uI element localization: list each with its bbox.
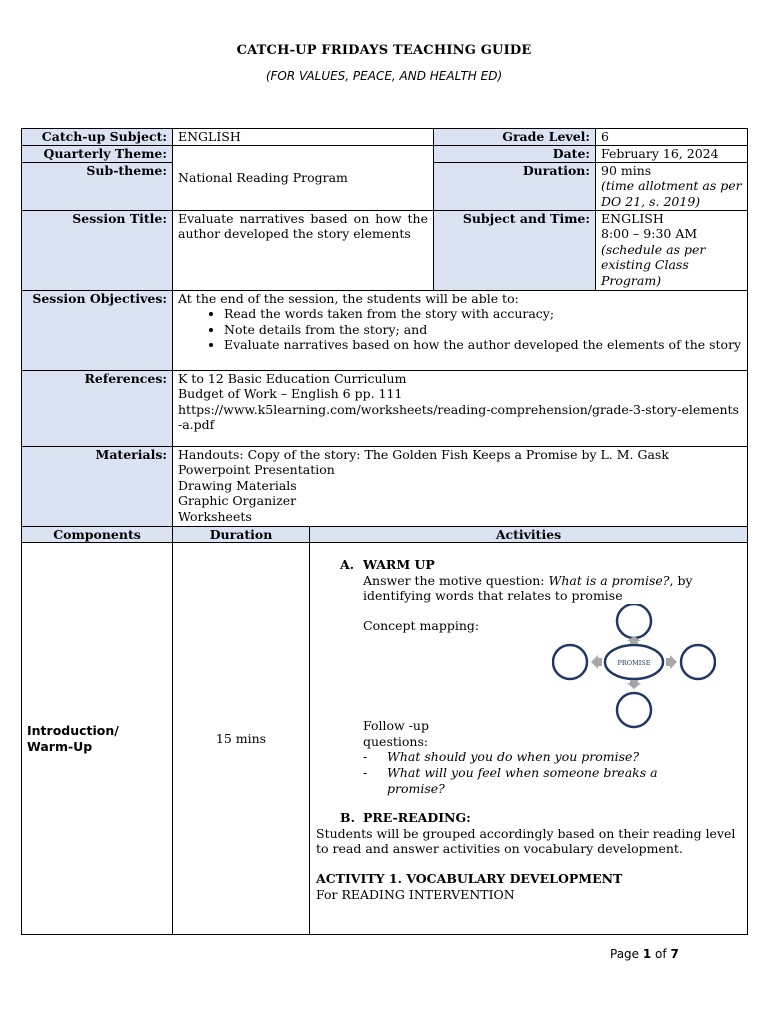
duration-header: Duration bbox=[173, 526, 310, 543]
subject-time-subject: ENGLISH bbox=[601, 210, 664, 226]
objective-item: • Read the words taken from the story with accuracy; bbox=[224, 306, 742, 322]
subject-row bbox=[22, 129, 748, 146]
objectives-intro: At the end of the session, the students will be able to: bbox=[178, 290, 519, 306]
grade-value: 6 bbox=[596, 129, 748, 146]
material-item: Worksheets bbox=[178, 509, 252, 524]
objectives-label: Session Objectives: bbox=[22, 290, 173, 370]
warmup-title: WARM UP bbox=[363, 557, 435, 573]
page-number bbox=[610, 947, 679, 961]
followup-question: - What should you do when you promise? bbox=[363, 749, 640, 765]
followup-question-text: What should you do when you promise? bbox=[387, 749, 640, 765]
subject-value: ENGLISH bbox=[173, 129, 434, 146]
page-current: 1 bbox=[642, 947, 652, 961]
references-row bbox=[22, 370, 748, 446]
objectives-cell bbox=[173, 290, 748, 370]
material-item: Drawing Materials bbox=[178, 477, 297, 493]
introduction-duration: 15 mins bbox=[173, 543, 310, 935]
subject-time-label: Subject and Time: bbox=[434, 210, 596, 290]
motive-question: What is a promise? bbox=[548, 572, 670, 588]
arrow-right-icon bbox=[666, 655, 677, 669]
prereading-heading bbox=[316, 810, 742, 826]
prereading-letter: B. bbox=[340, 810, 355, 826]
duration-value: 90 mins bbox=[601, 162, 652, 178]
motive-suffix: , by identifying words that relates to promise bbox=[363, 572, 693, 604]
subject-time-note: (schedule as per existing Class Program) bbox=[601, 241, 706, 288]
concept-circle-right bbox=[681, 645, 715, 679]
theme-row bbox=[22, 146, 748, 163]
concept-mapping-label: Concept mapping: bbox=[363, 618, 480, 633]
material-item: Graphic Organizer bbox=[178, 493, 297, 509]
subject-label: Catch-up Subject: bbox=[22, 129, 173, 146]
warmup-letter: A. bbox=[340, 557, 355, 573]
activities-cell bbox=[310, 543, 748, 935]
prereading-text: Students will be grouped accordingly based on their reading level to read and answer activities on vocabulary development. bbox=[316, 825, 736, 857]
objectives-list bbox=[178, 306, 742, 353]
prereading-title: PRE-READING: bbox=[363, 810, 471, 826]
concept-circle-bottom bbox=[617, 693, 651, 727]
document-title: CATCH-UP FRIDAYS TEACHING GUIDE bbox=[236, 43, 532, 58]
activity-subtitle: For READING INTERVENTION bbox=[316, 886, 515, 902]
duration-cell bbox=[596, 162, 748, 210]
page-of: of bbox=[651, 947, 671, 961]
reference-link[interactable]: https://www.k5learning.com/worksheets/reading-comprehension/grade-3-story-elements-a.pdf bbox=[178, 401, 739, 433]
arrow-left-icon bbox=[591, 655, 602, 669]
activity-title: ACTIVITY 1. VOCABULARY DEVELOPMENT bbox=[316, 871, 623, 886]
duration-label: Duration: bbox=[434, 162, 596, 210]
components-header: Components bbox=[22, 526, 173, 543]
references-cell bbox=[173, 370, 748, 446]
session-title-label: Session Title: bbox=[22, 210, 173, 290]
theme-label: Quarterly Theme: bbox=[22, 146, 173, 163]
motive-question-text bbox=[316, 573, 742, 604]
concept-circle-top bbox=[617, 604, 651, 638]
concept-map-diagram bbox=[552, 604, 716, 730]
objectives-row bbox=[22, 290, 748, 370]
followup-label: Follow -up questions: bbox=[363, 718, 429, 749]
material-item: Powerpoint Presentation bbox=[178, 462, 335, 478]
objective-item: • Note details from the story; and bbox=[224, 322, 742, 338]
arrow-down-icon bbox=[627, 680, 641, 689]
subject-time-cell bbox=[596, 210, 748, 290]
references-label: References: bbox=[22, 370, 173, 446]
page-total: 7 bbox=[670, 947, 679, 961]
material-item: Handouts: Copy of the story: The Golden Fish Keeps a Promise by L. M. Gask bbox=[178, 446, 669, 462]
duration-note: (time allotment as per DO 21, s. 2019) bbox=[601, 178, 742, 209]
concept-circle-left bbox=[553, 645, 587, 679]
date-value: February 16, 2024 bbox=[596, 146, 748, 163]
warmup-heading bbox=[316, 557, 742, 573]
date-label: Date: bbox=[434, 146, 596, 163]
materials-row bbox=[22, 446, 748, 526]
followup-question-text: What will you feel when someone breaks a promise? bbox=[387, 764, 658, 796]
followup-question: - What will you feel when someone breaks a promise? bbox=[316, 765, 742, 796]
concept-center-label: PROMISE bbox=[617, 659, 651, 667]
page-prefix: Page bbox=[610, 947, 643, 961]
materials-cell bbox=[173, 446, 748, 526]
session-title-value: Evaluate narratives based on how the author developed the story elements bbox=[173, 210, 434, 290]
session-title-row bbox=[22, 210, 748, 290]
concept-map-section bbox=[316, 618, 742, 718]
introduction-component: Introduction/ Warm-Up bbox=[22, 543, 173, 935]
document-subtitle: (FOR VALUES, PEACE, AND HEALTH ED) bbox=[265, 69, 503, 83]
motive-prefix: Answer the motive question: bbox=[363, 572, 549, 588]
activities-header: Activities bbox=[310, 526, 748, 543]
column-header-row bbox=[22, 526, 748, 543]
grade-label: Grade Level: bbox=[434, 129, 596, 146]
materials-label: Materials: bbox=[22, 446, 173, 526]
reference-item: K to 12 Basic Education Curriculum bbox=[178, 370, 407, 386]
introduction-row bbox=[22, 543, 748, 935]
subtheme-value: National Reading Program bbox=[173, 146, 434, 211]
subtheme-label: Sub-theme: bbox=[22, 162, 173, 210]
teaching-guide-table bbox=[21, 128, 748, 935]
reference-item: Budget of Work – English 6 pp. 111 bbox=[178, 386, 403, 402]
objective-item: • Evaluate narratives based on how the author developed the elements of the story bbox=[224, 337, 742, 353]
subject-time-hours: 8:00 – 9:30 AM bbox=[601, 226, 698, 242]
